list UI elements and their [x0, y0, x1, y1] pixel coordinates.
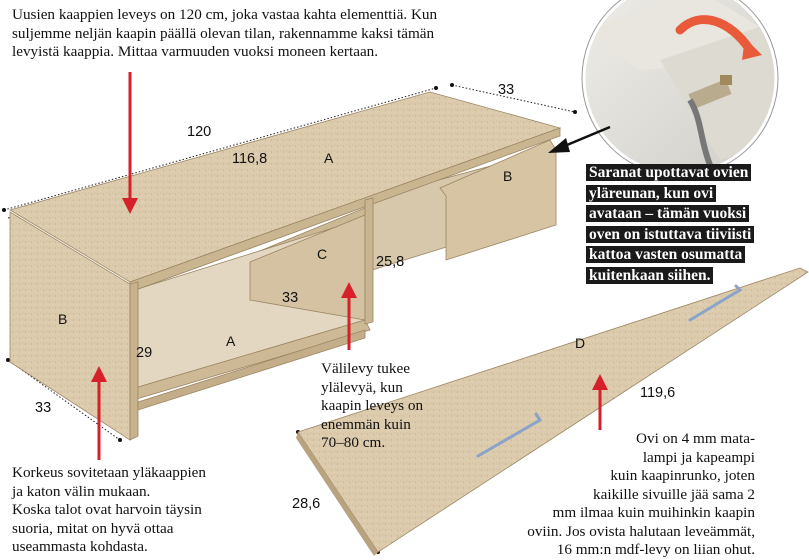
dim-overall-width: 120 [187, 124, 212, 140]
dim-door-height: 28,6 [292, 496, 321, 512]
dim-height: 29 [136, 345, 153, 361]
part-label-middle: C [317, 246, 328, 262]
divider-front-edge [365, 198, 373, 324]
caption-hinge [586, 163, 786, 286]
part-label-bottom: A [226, 333, 236, 349]
left-side-front-edge [130, 282, 138, 440]
dim-depth-left: 33 [35, 400, 52, 416]
dim-door-width: 119,6 [640, 385, 676, 401]
dim-inner-height: 25,8 [376, 254, 405, 270]
part-label-side-left: B [58, 311, 68, 327]
dim-inner-width: 116,8 [232, 151, 268, 167]
part-label-top: A [324, 150, 334, 166]
caption-shelf: Välilevy tukee ylälevyä, kun kaapin leveys on enemmän kuin 70–80 cm. [321, 360, 424, 451]
hinge-photo-inset [580, 0, 780, 180]
dim-inner-depth: 33 [282, 290, 299, 306]
part-label-side-right: B [503, 168, 513, 184]
dim-depth-top: 33 [498, 82, 515, 98]
caption-hinge-text: Saranat upottavat ovien yläreunan, kun ovi avataan – tämän vuoksi oven on istuttava tiiviisti kattoa vasten osumatta kuitenkaan siihen. [586, 164, 754, 284]
caption-top: Uusien kaappien leveys on 120 cm, joka vastaa kahta elementtiä. Kun suljemme neljän kaapin päällä olevan tilan, rakennamme kaksi tämän levyistä kaappia. Mittaa varmuuden vuoksi moneen kertaan. [12, 6, 438, 60]
part-label-door: D [575, 335, 586, 351]
caption-door: Ovi on 4 mm mata- lampi ja kapeampi kuin kaapinrunko, joten kaikille sivuille jää sama 2 mm ilmaa kuin muihinkin kaapin oviin. Jos ovista halutaan leveämmät, 16 mm:n mdf-levy on liian ohut. [527, 430, 755, 558]
caption-height: Korkeus sovitetaan yläkaappien ja katon välin mukaan. Koska talot ovat harvoin täysin suoria, mitat on hyvä ottaa useammasta kohdasta. [12, 464, 206, 555]
